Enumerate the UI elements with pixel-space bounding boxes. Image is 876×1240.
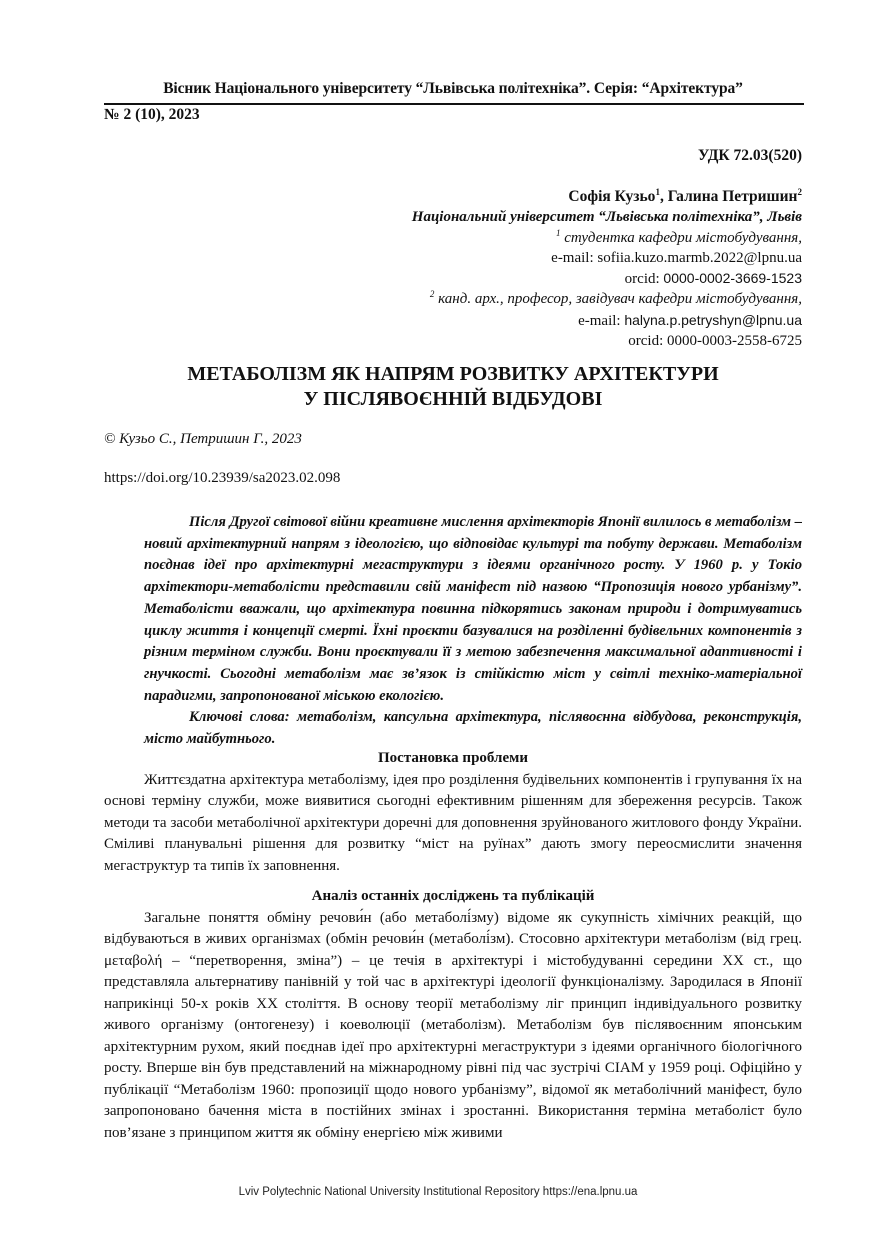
email-label: e-mail: xyxy=(578,312,625,329)
institution: Національний університет “Львівська політехніка”, Львів xyxy=(411,209,802,226)
section-literature-review xyxy=(104,886,802,1144)
title-line-2: У ПІСЛЯВОЄННІЙ ВІДБУДОВІ xyxy=(303,388,603,410)
issue-number: № 2 (10), 2023 xyxy=(104,106,200,123)
title-line-1: МЕТАБОЛІЗМ ЯК НАПРЯМ РОЗВИТКУ АРХІТЕКТУРИ xyxy=(187,363,719,385)
author-names xyxy=(412,187,802,207)
author-2-email-line xyxy=(412,310,802,331)
header-rule xyxy=(104,103,804,105)
affiliation-1-text: студентка кафедри містобудування, xyxy=(564,229,802,246)
journal-header: Вісник Національного університету “Львівська політехніка”. Серія: “Архітектура” xyxy=(163,80,743,97)
author-2-affiliation xyxy=(412,289,802,309)
author-1-orcid-line xyxy=(412,268,802,289)
doi-link[interactable]: https://doi.org/10.23939/sa2023.02.098 xyxy=(104,470,341,486)
abstract xyxy=(144,512,802,751)
section-body: Загальне поняття обміну речови́н (або метаболі́зму) відоме як сукупність хімічних реакцій, що відбуваються в живих організмах (обмін речови́н (метаболі́зм). Стосовно архітектури метаболізм (від грец. μεταβολή – “перетворення, зміна”) – це течія в архітектурі і містобудуванні середини XX ст., що представляла альтернативу панівній у той час в архітектурі ідеології функціоналізму. Зародилася в Японії наприкінці 50-х років XX століття. В основу теорії метаболізму ліг принцип індивідуального розвитку живого організму (онтогенезу) і коеволюції (метаболізм). Метаболізм був післявоєнним японським архітектурним рухом, який поєднав ідеї про архітектурні мегаструктури з ідеями органічного біологічного росту. Вперше він був представлений на міжнародному рівні під час зустрічі CIAM у 1959 році. Офіційно у публікації “Метаболізм 1960: пропозиції щодо нового урбанізму”, відомої як метаболічний маніфест, було запропоновано бачення міста в постійних змінах і зростанні. Використання терміна метаболіст було пов’язане з принципом життя як обміну енергією між живими xyxy=(104,909,802,1141)
affiliation-1-marker: 1 xyxy=(555,227,561,238)
keywords: Ключові слова: метаболізм, капсульна архітектура, післявоєнна відбудова, реконструкція, місто майбутнього. xyxy=(144,709,802,748)
copyright-notice: © Кузьо С., Петришин Г., 2023 xyxy=(104,431,302,447)
section-problem-statement xyxy=(104,748,802,877)
authors-block xyxy=(412,187,802,351)
author-2-orcid-line xyxy=(412,331,802,351)
orcid-label: orcid: xyxy=(624,271,664,288)
author-1-affiliation xyxy=(412,228,802,248)
author-2-email-link[interactable]: halyna.p.petryshyn@lpnu.ua xyxy=(624,311,802,328)
paper-title xyxy=(104,362,802,412)
author-1-email-line xyxy=(412,248,802,268)
author-2-orcid-link[interactable]: 0000-0003-2558-6725 xyxy=(667,333,802,350)
author-1-name: Софія Кузьо xyxy=(568,188,656,205)
author-2-name: , Галина Петришин xyxy=(659,188,798,205)
repository-footer: Lviv Polytechnic National University Institutional Repository https://ena.lpnu.ua xyxy=(238,1186,638,1198)
author-1-orcid-link[interactable]: 0000-0002-3669-1523 xyxy=(663,270,802,287)
orcid-label: orcid: xyxy=(628,333,667,350)
affiliation-2-text: канд. арх., професор, завідувач кафедри містобудування, xyxy=(438,291,802,308)
affiliation-2-marker: 2 xyxy=(429,289,435,300)
section-heading: Аналіз останніх досліджень та публікацій xyxy=(311,888,595,904)
author-2-marker: 2 xyxy=(797,186,802,197)
section-heading: Постановка проблеми xyxy=(378,750,528,766)
section-body: Життєздатна архітектура метаболізму, ідея про розділення будівельних компонентів і групування їх на основі терміну служби, може виявитися сьогодні ефективним рішенням для збереження ресурсів. Також методи та засоби метаболічної архітектури доречні для доповнення зруйнованого житлового фонду України. Сміливі планувальні рішення для розвитку “міст на руїнах” дають змогу переосмислити значення мегаструктур та типів їх заповнення. xyxy=(104,771,802,874)
email-label: e-mail: xyxy=(551,249,598,266)
abstract-text: Після Другої світової війни креативне мислення архітекторів Японії вилилось в метаболізм – новий архітектурний напрям з ідеологією, що відповідає культурі та побуту держави. Метаболізм поєднав ідеї про архітектурні мегаструктури з ідеями органічного росту. У 1960 р. у Токіо архітектори-метаболісти представили свій маніфест під назвою “Пропозиція нового урбанізму”. Метаболісти вважали, що архітектура повинна підкорятись законам природи і дотримуватись циклу життя і концепції смерті. Їхні проєкти базувалися на розділенні будівельних компонентів з різним терміном служби. Вони проєктували її з метою забезпечення максимальної адаптивності і гнучкості. Сьогодні метаболізм має зв’язок із стійкістю міст у світлі техніко-матеріальної парадигми, запропонованої міською екологією. xyxy=(144,514,802,704)
author-1-marker: 1 xyxy=(655,186,660,197)
udk-code: УДК 72.03(520) xyxy=(697,147,802,164)
author-1-email-link[interactable]: sofiia.kuzo.marmb.2022@lpnu.ua xyxy=(597,249,802,266)
